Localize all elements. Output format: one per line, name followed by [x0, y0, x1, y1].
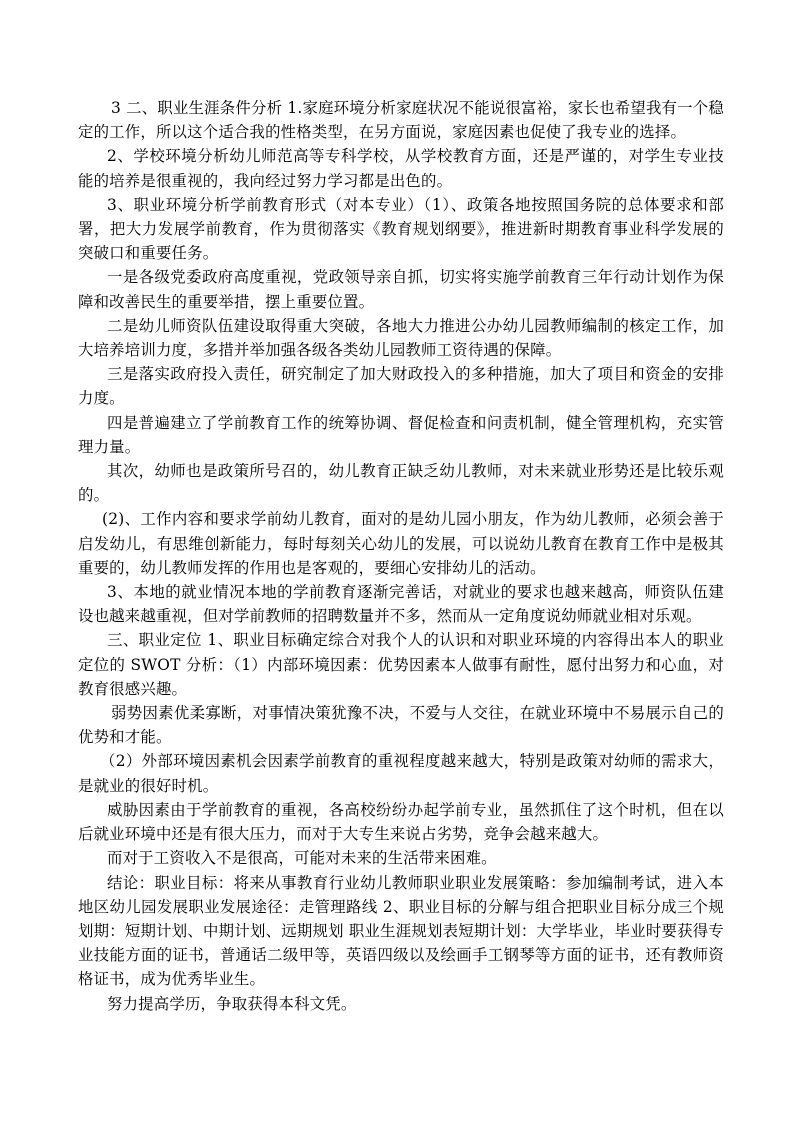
paragraph-point-four: 四是普遍建立了学前教育工作的统筹协调、督促检查和问责机制，健全管理机构，充实管理力量。 — [78, 413, 724, 456]
paragraph-school-environment: 2、学校环境分析幼儿师范高等专科学校，从学校教育方面，还是严谨的，对学生专业技能的培养是很重视的，我向经过努力学习都是出色的。 — [78, 147, 724, 190]
paragraph-point-one: 一是各级党委政府高度重视，党政领导亲自抓，切实将实施学前教育三年行动计划作为保障和改善民生的重要举措，摆上重要位置。 — [78, 268, 724, 311]
paragraph-point-three: 三是落实政府投入责任，研究制定了加大财政投入的多种措施，加大了项目和资金的安排力度。 — [78, 365, 724, 408]
paragraph-education-goal: 努力提高学历，争取获得本科文凭。 — [107, 994, 357, 1013]
paragraph-work-content: (2)、工作内容和要求学前幼儿教育，面对的是幼儿园小朋友，作为幼儿教师，必须会善于启发幼儿，有思维创新能力，每时每刻关心幼儿的发展，可以说幼儿教育在教育工作中是极其重要的，幼儿教师发挥的作用也是客观的，要细心安排幼儿的活动。 — [78, 510, 724, 577]
paragraph-career-positioning: 三、职业定位 1、职业目标确定综合对我个人的认识和对职业环境的内容得出本人的职业定位的 SWOT 分析：（1）内部环境因素：优势因素本人做事有耐性，愿付出努力和心血，对教育很感兴趣。 — [78, 631, 724, 698]
document-body — [78, 96, 724, 1016]
paragraph-weaknesses: 弱势因素优柔寡断，对事情决策犹豫不决，不爱与人交往，在就业环境中不易展示自己的优势和才能。 — [78, 704, 724, 747]
paragraph-threats: 威胁因素由于学前教育的重视，各高校纷纷办起学前专业，虽然抓住了这个时机，但在以后就业环境中还是有很大压力，而对于大专生来说占劣势，竞争会越来越大。 — [78, 800, 724, 844]
paragraph-conclusion: 结论：职业目标：将来从事教育行业幼儿教师职业职业发展策略：参加编制考试，进入本地区幼儿园发展职业发展途径：走管理路线 2、职业目标的分解与组合把职业目标分成三个规划期：短期计划、中期计划、远期规划 职业生涯规划表短期计划：大学毕业，毕业时要获得专业技能方面的证书，普通话二级甲等，英语四级以及绘画手工钢琴等方面的证书，还有教师资格证书，成为优秀毕业生。 — [78, 873, 724, 989]
paragraph-point-two: 二是幼儿师资队伍建设取得重大突破，各地大力推进公办幼儿园教师编制的核定工作，加大培养培训力度，多措并举加强各级各类幼儿园教师工资待遇的保障。 — [78, 316, 724, 360]
paragraph-income: 而对于工资收入不是很高，可能对未来的生活带来困难。 — [107, 849, 497, 868]
paragraph-secondly: 其次，幼师也是政策所号召的，幼儿教育正缺乏幼儿教师，对未来就业形势还是比较乐观的。 — [78, 462, 724, 505]
paragraph-career-environment: 3、职业环境分析学前教育形式（对本专业）（1）、政策各地按照国务院的总体要求和部署，把大力发展学前教育，作为贯彻落实《教育规划纲要》，推进新时期教育事业科学发展的突破口和重要任务。 — [78, 195, 724, 263]
paragraph-career-conditions: 3 二、职业生涯条件分析 1.家庭环境分析家庭状况不能说很富裕，家长也希望我有一个稳定的工作，所以这个适合我的性格类型，在另方面说，家庭因素也促使了我专业的选择。 — [78, 99, 724, 142]
paragraph-external-factors: （2）外部环境因素机会因素学前教育的重视程度越来越大，特别是政策对幼师的需求大，是就业的很好时机。 — [78, 752, 724, 795]
paragraph-local-employment: 3、本地的就业情况本地的学前教育逐渐完善话，对就业的要求也越来越高，师资队伍建设也越来越重视，但对学前教师的招聘数量并不多，然而从一定角度说幼师就业相对乐观。 — [78, 583, 724, 626]
